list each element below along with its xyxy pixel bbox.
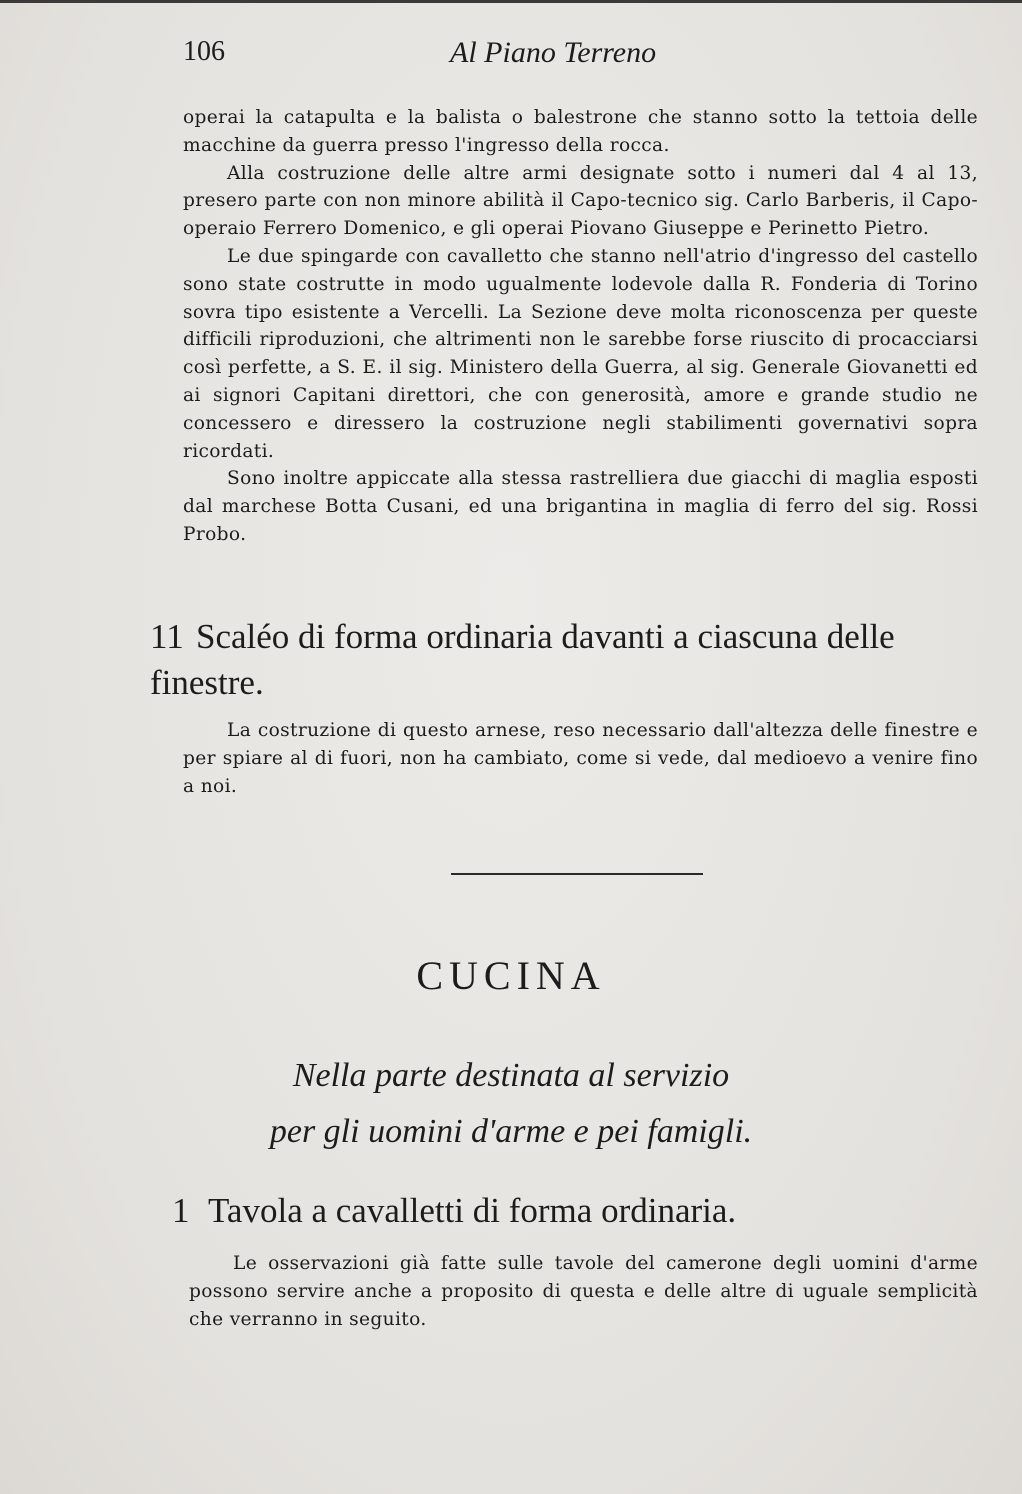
catalog-item-1 (150, 1188, 978, 1234)
item-title: Scaléo di forma ordinaria davanti a ciascuna delle finestre. (150, 617, 895, 702)
section-divider (451, 873, 703, 875)
item-title: Tavola a cavalletti di forma ordinaria. (208, 1191, 737, 1230)
page-top-edge (0, 0, 1022, 3)
section-title: CUCINA (416, 953, 606, 998)
page-number: 106 (183, 36, 225, 67)
section-subtitle-line-1: Nella parte destinata al servizio (292, 1057, 730, 1094)
item-11-description (183, 717, 978, 800)
catalog-item-11 (150, 614, 978, 706)
paragraph: Alla costruzione delle altre armi designate sotto i numeri dal 4 al 13, presero parte con non minore abilità il Capo-tecnico sig. Carlo Barberis, il Capo-operaio Ferrero Domenico, e gli operai Piovano Giuseppe e Perinetto Pietro. (183, 162, 978, 240)
paragraph: Le due spingarde con cavalletto che stanno nell'atrio d'ingresso del castello sono state costrutte in modo ugualmente lodevole dalla R. Fonderia di Torino sovra tipo esistente a Vercelli. La Sezione deve molta riconoscenza per queste difficili riproduzioni, che altrimenti non le sarebbe forse riuscito di procacciarsi così perfette, a S. E. il sig. Ministero della Guerra, al sig. Generale Giovanetti ed ai signori Capitani direttori, che con generosità, amore e grande studio ne concessero e diressero la costruzione negli stabilimenti governativi sopra ricordati. (183, 245, 978, 462)
section-subtitle-line-2: per gli uomini d'arme e pei famigli. (269, 1113, 753, 1150)
paragraph: La costruzione di questo arnese, reso necessario dall'altezza delle finestre e per spiare al di fuori, non ha cambiato, come si vede, dal medioevo a venire fino a noi. (183, 720, 978, 797)
paragraph: operai la catapulta e la balista o balestrone che stanno sotto la tettoia delle macchine da guerra presso l'ingresso della rocca. (183, 107, 978, 156)
paragraph: Sono inoltre appiccate alla stessa rastrelliera due giacchi di maglia esposti dal marchese Botta Cusani, ed una brigantina in maglia di ferro del sig. Rossi Probo. (183, 468, 978, 545)
item-number: 11 (150, 617, 184, 656)
page-header (0, 36, 1022, 76)
paragraph: Le osservazioni già fatte sulle tavole del camerone degli uomini d'arme possono servire anche a proposito di questa e delle altre di uguale semplicità che verranno in seguito. (189, 1253, 978, 1330)
item-1-description (189, 1250, 978, 1333)
item-number: 1 (172, 1191, 190, 1230)
body-text-top (183, 104, 978, 549)
running-title: Al Piano Terreno (450, 36, 657, 69)
